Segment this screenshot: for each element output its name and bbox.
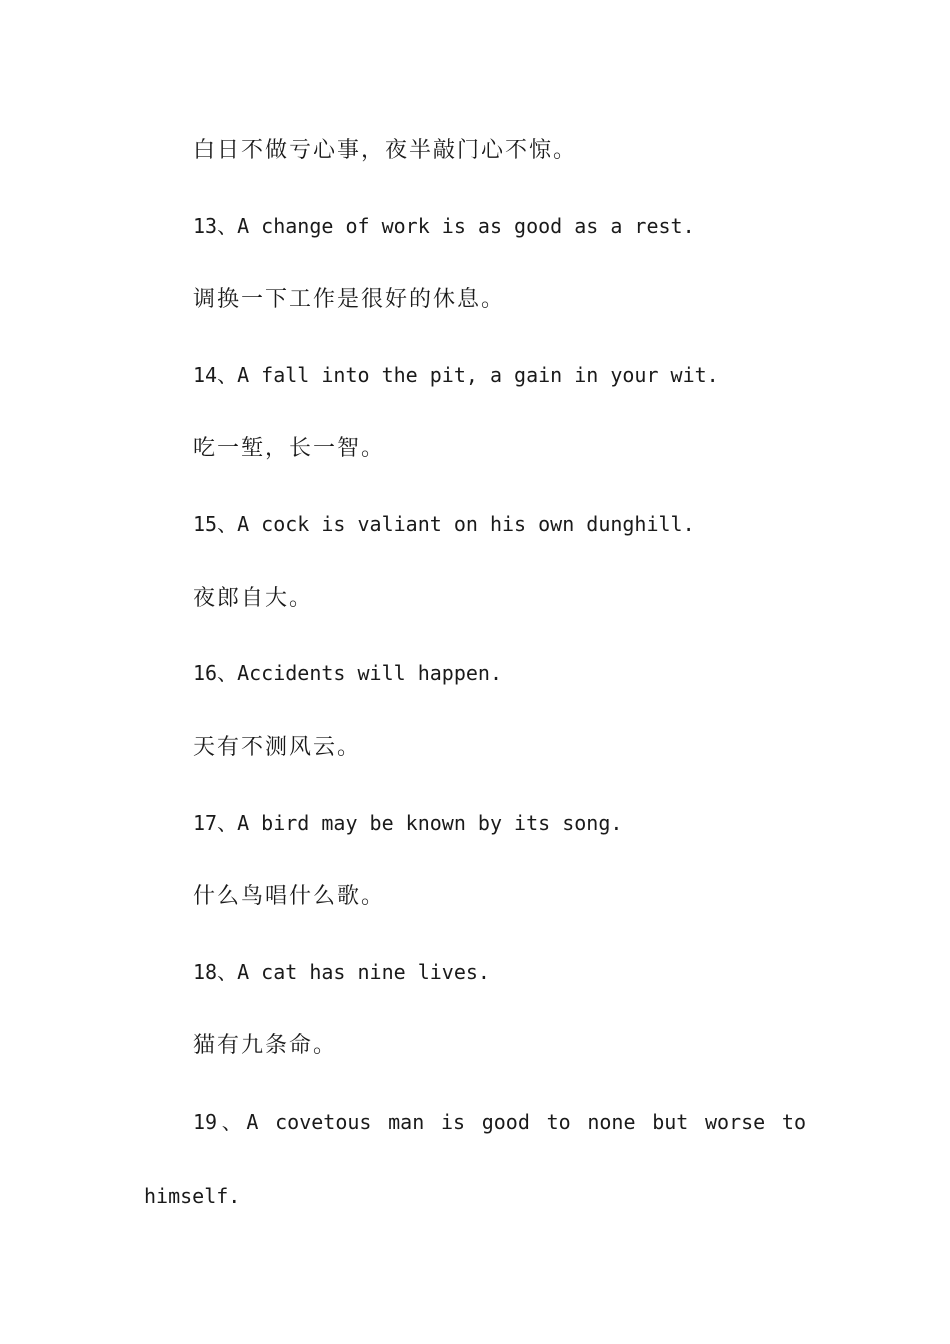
- proverb-14-english: 14、A fall into the pit, a gain in your wit.: [193, 363, 719, 387]
- proverb-18-translation: 猫有九条命。: [193, 1033, 338, 1058]
- proverb-15-english: 15、A cock is valiant on his own dunghill.: [193, 512, 695, 536]
- proverb-12-translation: 白日不做亏心事，夜半敲门心不惊。: [193, 138, 578, 163]
- proverb-14-translation: 吃一堑，长一智。: [193, 436, 386, 461]
- proverb-17-english: 17、A bird may be known by its song.: [193, 811, 623, 835]
- proverb-16-translation: 天有不测风云。: [193, 735, 362, 760]
- proverb-18-english: 18、A cat has nine lives.: [193, 960, 490, 984]
- proverb-13-translation: 调换一下工作是很好的休息。: [193, 287, 506, 312]
- proverb-15-translation: 夜郎自大。: [193, 586, 314, 611]
- proverb-19-english-line-1: 19、A covetous man is good to none but worse to: [193, 1110, 806, 1134]
- proverb-17-translation: 什么鸟唱什么歌。: [193, 884, 386, 909]
- proverb-19-english-line-2: himself.: [144, 1184, 241, 1208]
- proverb-13-english: 13、A change of work is as good as a rest.: [193, 214, 695, 238]
- proverb-16-english: 16、Accidents will happen.: [193, 661, 502, 685]
